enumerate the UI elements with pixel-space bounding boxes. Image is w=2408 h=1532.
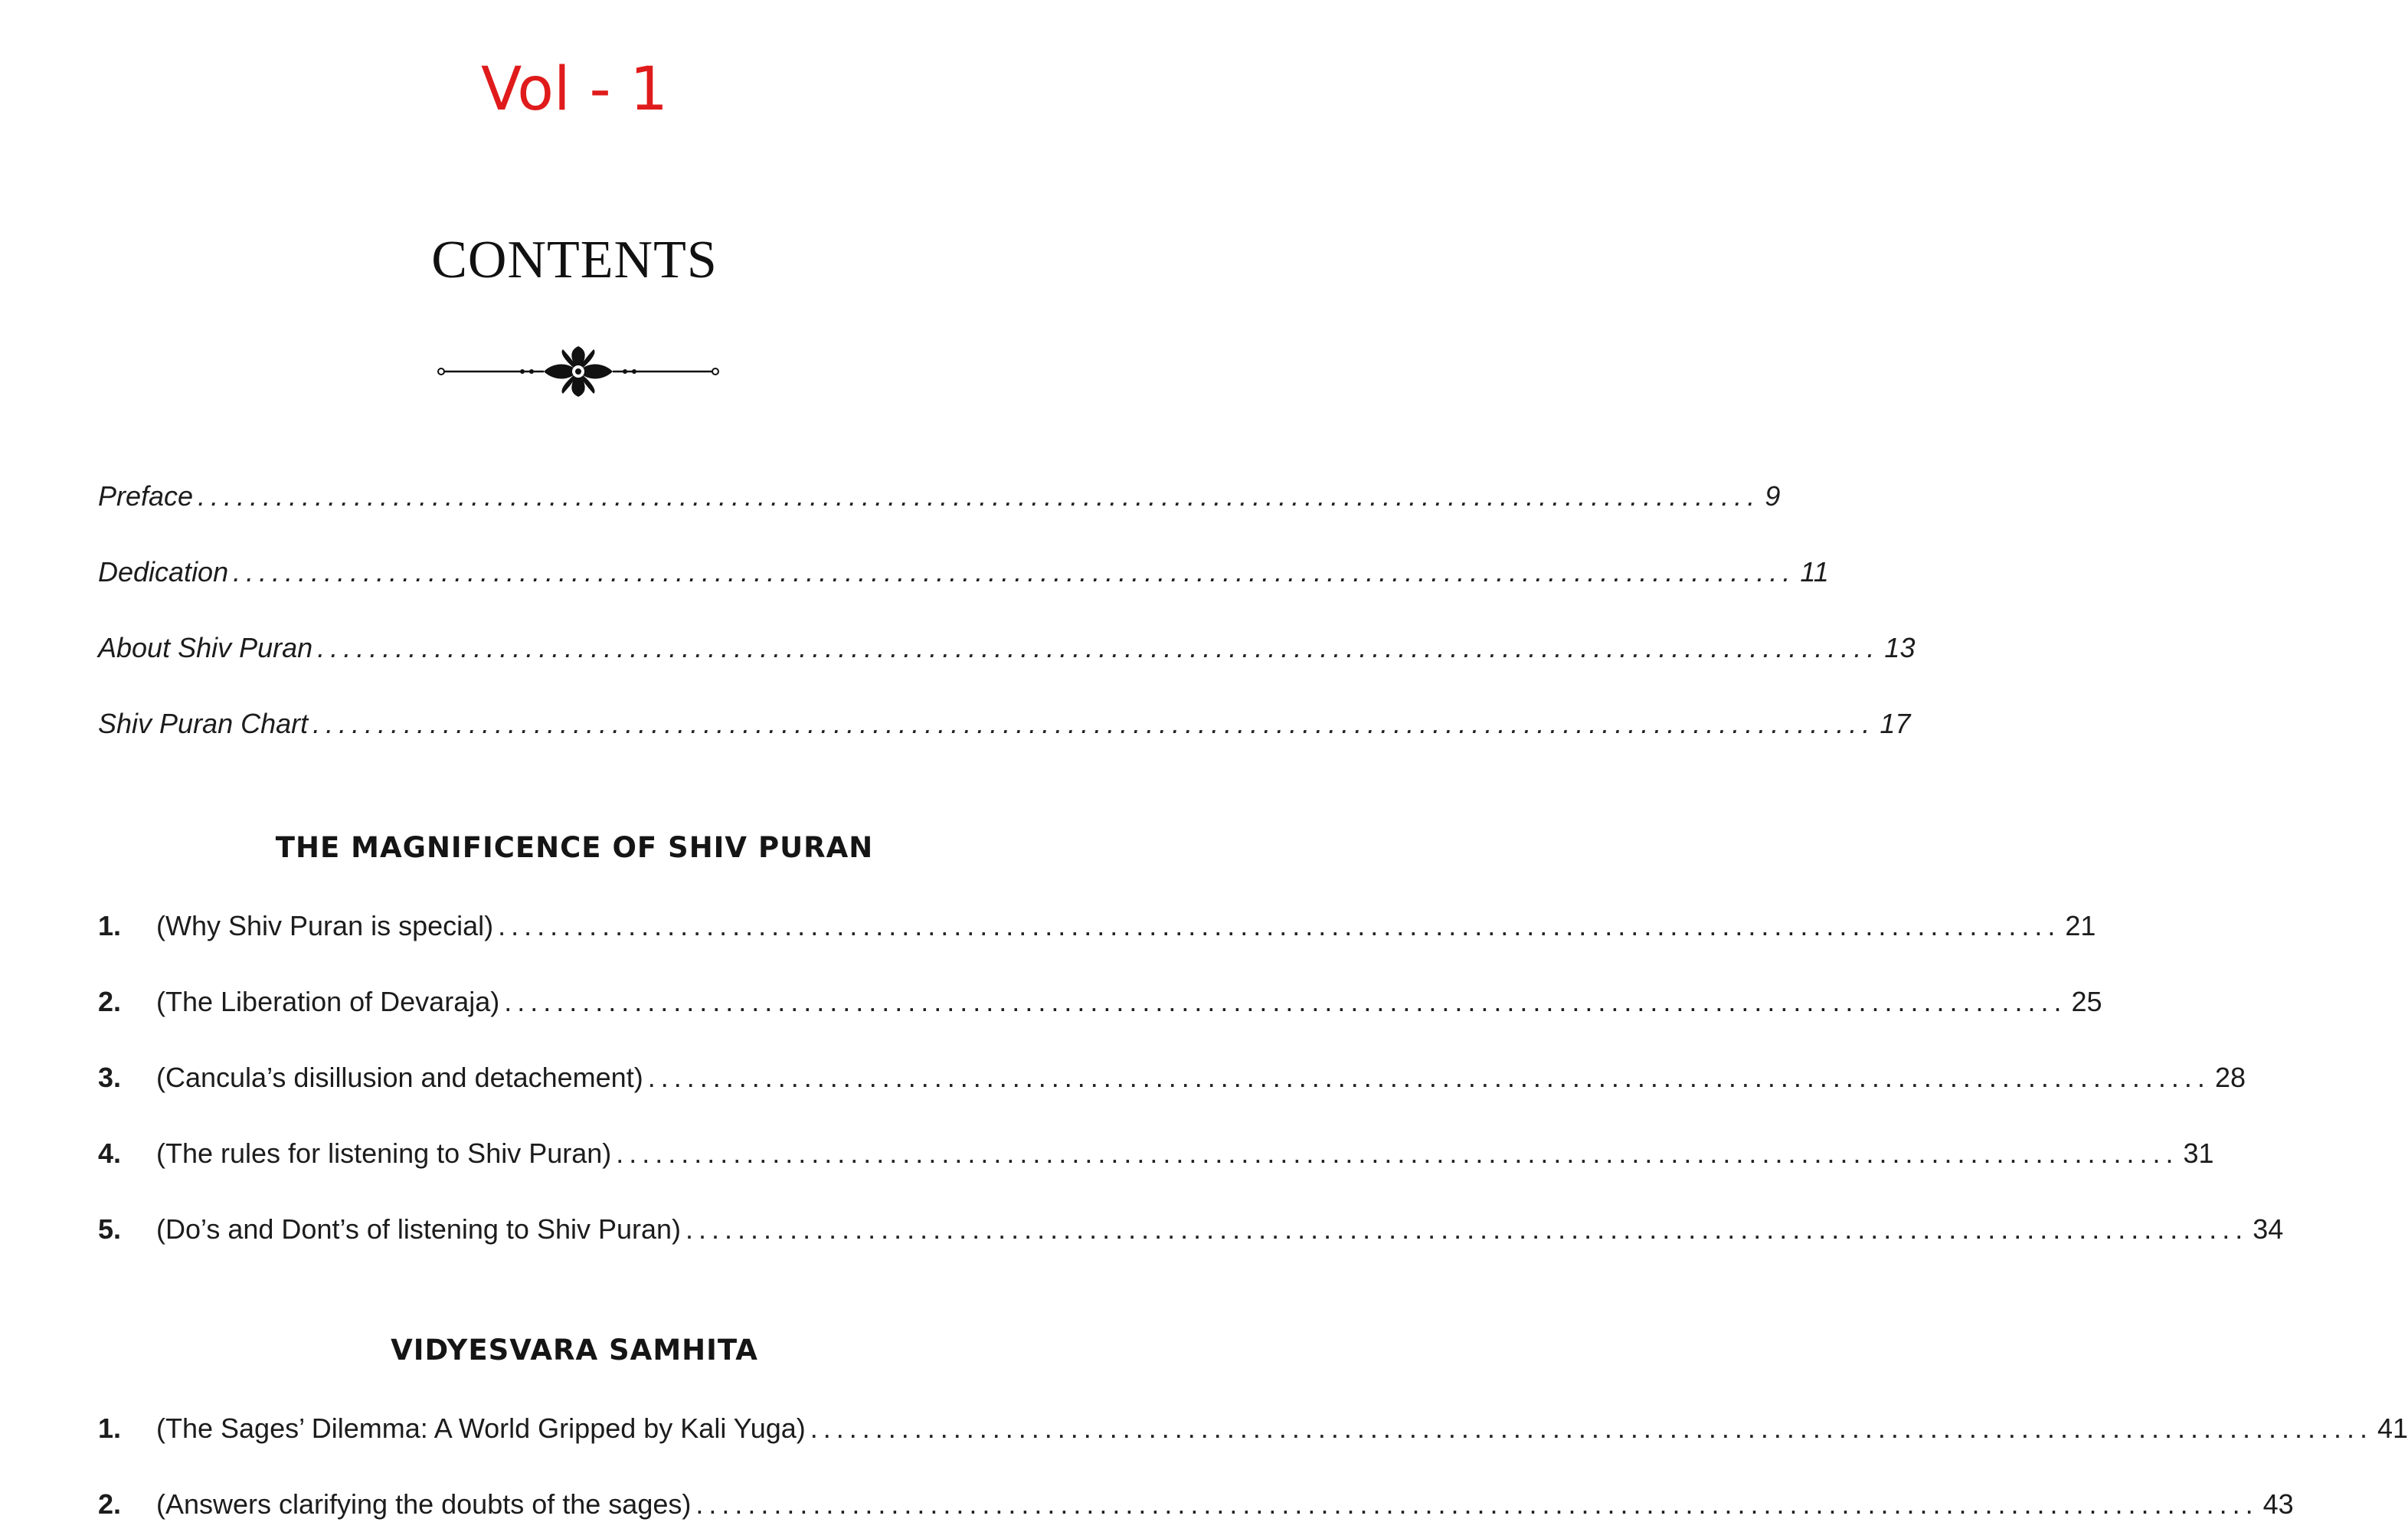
toc-entry-number: 4. — [98, 1138, 122, 1169]
toc-entry[interactable] — [98, 986, 2102, 1024]
dot-leader: ........................................................................................................................ — [498, 910, 2061, 941]
toc-page-number: 31 — [2183, 1138, 2214, 1169]
volume-label: Vol - 1 — [480, 55, 669, 124]
toc-entry[interactable] — [98, 1213, 2284, 1252]
dot-leader: ........................................................................................................................ — [504, 986, 2067, 1017]
section-heading: VIDYESVARA SAMHITA — [391, 1334, 758, 1367]
flourish-divider-icon — [437, 345, 720, 398]
toc-entry-about-shiv-puran[interactable] — [98, 632, 1916, 670]
dot-leader: ........................................................................................................................ — [198, 480, 1761, 512]
toc-page-number: 21 — [2065, 910, 2096, 941]
toc-entry[interactable] — [98, 1138, 2214, 1176]
toc-entry-preface[interactable] — [98, 480, 1781, 519]
toc-page-number: 9 — [1765, 480, 1781, 512]
toc-entry[interactable] — [98, 1413, 2408, 1451]
toc-entry-number: 1. — [98, 1413, 122, 1444]
toc-page-number: 41 — [2377, 1413, 2408, 1444]
toc-entry-title: (The rules for listening to Shiv Puran) — [156, 1138, 612, 1169]
dot-leader: ........................................................................................................................ — [685, 1213, 2249, 1245]
toc-page-number: 34 — [2253, 1213, 2284, 1245]
toc-entry-title: (Why Shiv Puran is special) — [156, 910, 494, 941]
toc-entry-title: (Answers clarifying the doubts of the sages) — [156, 1488, 692, 1520]
dot-leader: ........................................................................................................................ — [317, 632, 1880, 663]
toc-entry-title: About Shiv Puran — [98, 632, 313, 663]
toc-entry-title: (The Liberation of Devaraja) — [156, 986, 500, 1017]
toc-page-number: 28 — [2214, 1062, 2246, 1093]
toc-entry-dedication[interactable] — [98, 556, 1829, 594]
toc-entry-shiv-puran-chart[interactable] — [98, 708, 1911, 746]
toc-page-number: 43 — [2262, 1488, 2294, 1520]
toc-entry[interactable] — [98, 1488, 2294, 1527]
toc-entry-number: 1. — [98, 910, 122, 941]
contents-title: CONTENTS — [431, 231, 718, 290]
toc-page-number: 17 — [1880, 708, 1911, 739]
toc-entry-title: Dedication — [98, 556, 229, 588]
dot-leader: ........................................................................................................................ — [695, 1488, 2259, 1520]
toc-entry-title: Preface — [98, 480, 194, 512]
toc-entry-number: 2. — [98, 1488, 122, 1520]
dot-leader: ........................................................................................................................ — [233, 556, 1796, 588]
toc-entry-number: 5. — [98, 1213, 122, 1245]
toc-entry-title: (The Sages’ Dilemma: A World Gripped by Kali Yuga) — [156, 1413, 806, 1444]
toc-entry[interactable] — [98, 910, 2096, 948]
dot-leader: ........................................................................................................................ — [312, 708, 1876, 739]
dot-leader: ........................................................................................................................ — [647, 1062, 2210, 1093]
toc-entry-number: 2. — [98, 986, 122, 1017]
dot-leader: ........................................................................................................................ — [616, 1138, 2179, 1169]
toc-entry-title: (Do’s and Dont’s of listening to Shiv Puran) — [156, 1213, 682, 1245]
dot-leader: ........................................................................................................................ — [810, 1413, 2373, 1444]
toc-page-number: 13 — [1884, 632, 1916, 663]
toc-page-number: 11 — [1800, 556, 1829, 588]
toc-entry-title: Shiv Puran Chart — [98, 708, 309, 739]
toc-entry-title: (Cancula’s disillusion and detachement) — [156, 1062, 643, 1093]
toc-entry[interactable] — [98, 1062, 2246, 1100]
toc-entry-number: 3. — [98, 1062, 122, 1093]
toc-page-number: 25 — [2071, 986, 2102, 1017]
section-heading: THE MAGNIFICENCE OF SHIV PURAN — [275, 831, 874, 864]
